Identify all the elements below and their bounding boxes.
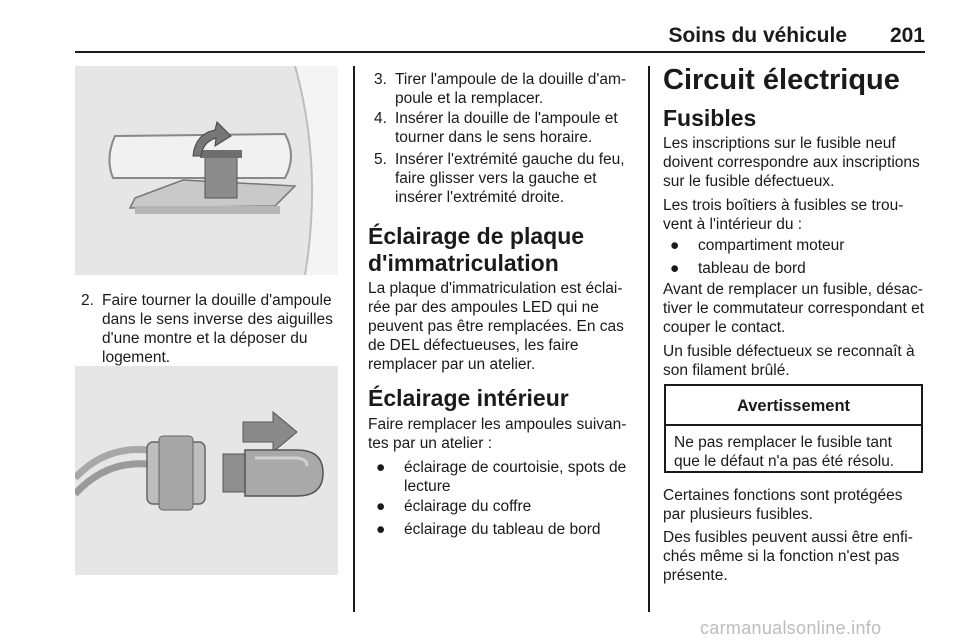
warning-box [664,384,923,473]
list-item [376,458,634,496]
fuses-paragraph-1: Les inscriptions sur le fusible neuf doivent correspondre aux inscriptions sur le fusible défectueux. [663,135,920,190]
fuses-paragraph-6: Des fusibles peuvent aussi être enfichés même si la fonction n'est pas présente. [663,529,913,584]
bullet-dot: ● [376,459,386,476]
warning-text: Ne pas remplacer le fusible tant que le défaut n'a pas été résolu. [674,434,895,470]
list-item-text: tableau de bord [698,260,806,277]
list-item-text: éclairage du tableau de bord [404,521,601,538]
list-item-text: compartiment moteur [698,237,845,254]
license-plate-lighting-heading: Éclairage de plaque d'immatriculation [368,223,585,276]
step-number: 3. [374,71,387,88]
step-text: Insérer l'extrémité gauche du feu, faire glisser vers la gauche et insérer l'extrémité droite. [395,151,625,206]
step-number: 2. [81,292,94,309]
fuses-paragraph-3: Avant de remplacer un fusible, désactiver le commutateur correspondant et couper le contact. [663,281,925,336]
warning-title: Avertissement [666,386,921,426]
interior-lighting-text: Faire remplacer les ampoules suivantes par un atelier : [368,416,627,452]
list-item [670,259,925,278]
page-number: 201 [889,24,925,47]
bullet-dot: ● [376,498,386,515]
step-3 [374,70,636,108]
list-item-text: éclairage de courtoisie, spots de lecture [404,459,627,495]
fuses-paragraph-5: Certaines fonctions sont protégées par plusieurs fusibles. [663,487,903,523]
list-item-text: éclairage du coffre [404,498,532,515]
step-text: Faire tourner la douille d'ampoule dans le sens inverse des aiguilles d'une montre et la déposer du logement. [102,292,333,366]
list-item [376,520,634,539]
bullet-dot: ● [670,260,680,277]
fuses-paragraph-4: Un fusible défectueux se reconnaît à son filament brûlé. [663,343,915,379]
step-4 [374,109,636,147]
watermark: carmanualsonline.info [700,618,882,638]
list-item [376,497,634,516]
list-item [670,236,925,255]
step-2 [81,291,341,367]
header-rule [75,51,925,53]
license-plate-lighting-text: La plaque d'immatriculation est éclairée par des ampoules LED qui ne peuvent pas être remplacées. En cas de DEL défectueuses, les faire remplacer par un atelier. [368,280,624,373]
step-text: Tirer l'ampoule de la douille d'ampoule et la remplacer. [395,71,627,107]
step-number: 5. [374,151,387,168]
step-number: 4. [374,110,387,127]
column-divider-2 [648,66,650,612]
electrical-system-heading: Circuit électrique [663,64,900,96]
fuses-paragraph-2: Les trois boîtiers à fusibles se trouvent à l'intérieur du : [663,197,904,233]
side-marker-lamp-illustration [75,66,338,275]
step-text: Insérer la douille de l'ampoule et tourner dans le sens horaire. [395,110,618,146]
bullet-dot: ● [376,521,386,538]
interior-lighting-heading: Éclairage intérieur [368,385,569,411]
page-header-title: Soins du véhicule [668,24,847,47]
bulb-socket-illustration [75,366,338,575]
bullet-dot: ● [670,237,680,254]
step-5 [374,150,636,207]
fuses-heading: Fusibles [663,105,757,131]
column-divider-1 [353,66,355,612]
